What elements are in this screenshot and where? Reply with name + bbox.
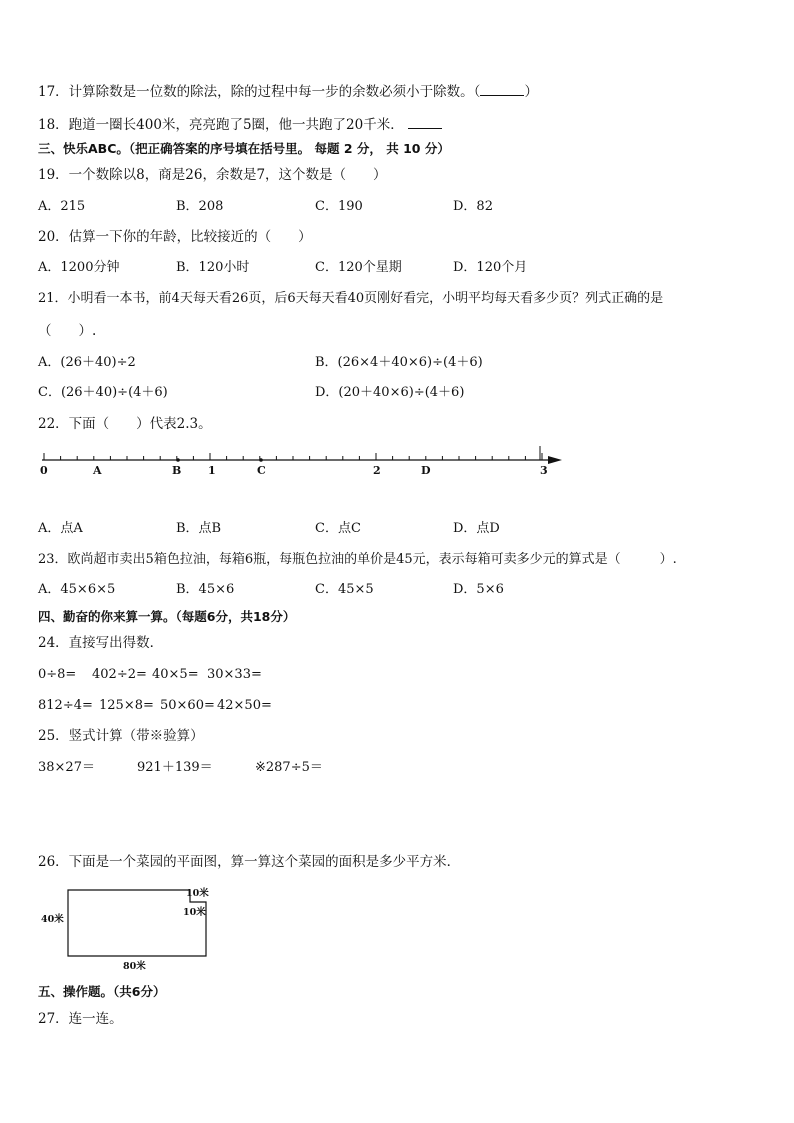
option-b[interactable]: B．(26×4＋40×6)÷(4＋6): [315, 355, 483, 370]
question-22-text: 22．下面（ ）代表2.3。: [38, 416, 212, 432]
arrow-head-icon: [548, 456, 562, 464]
question-17-text: 17．计算除数是一位数的除法，除的过程中每一步的余数必须小于除数。（: [38, 84, 481, 100]
label-0: 0: [40, 464, 48, 477]
question-24-text: 24．直接写出得数．: [38, 635, 164, 651]
label-bottom-side: 80米: [123, 961, 146, 972]
garden-plan: [36, 882, 226, 974]
option-c[interactable]: C．120个星期: [315, 260, 402, 275]
option-d[interactable]: D．82: [453, 199, 493, 214]
answer-blank[interactable]: [480, 82, 524, 96]
question-26-text: 26．下面是一个菜园的平面图，算一算这个菜园的面积是多少平方米．: [38, 854, 461, 870]
question-27-text: 27．连一连。: [38, 1011, 123, 1027]
calc-item: 125×8=: [99, 698, 154, 713]
number-line: [30, 438, 570, 478]
question-21-text: 21．小明看一本书，前4天每天看26页，后6天每天看40页刚好看完，小明平均每天看多少页？列式正确的是: [38, 291, 664, 306]
option-c[interactable]: C．(26＋40)÷(4＋6): [38, 385, 168, 400]
label-notch-side: 10米: [183, 907, 206, 918]
label-left-side: 40米: [41, 914, 64, 925]
question-21-text-2: （ ）.: [38, 323, 97, 339]
calc-item: 0÷8=: [38, 667, 77, 682]
option-a[interactable]: A．45×6×5: [38, 582, 116, 597]
option-c[interactable]: C．45×5: [315, 582, 374, 597]
label-a: A: [93, 464, 102, 477]
option-b[interactable]: B．45×6: [176, 582, 235, 597]
question-20-text: 20．估算一下你的年龄，比较接近的（ ）: [38, 229, 312, 245]
garden-outline: [68, 890, 206, 956]
label-d: D: [421, 464, 431, 477]
label-1: 1: [208, 464, 216, 477]
option-a[interactable]: A．(26＋40)÷2: [38, 355, 136, 370]
option-b[interactable]: B．点B: [176, 521, 222, 536]
section-3-heading: 三、快乐ABC。（把正确答案的序号填在括号里。 每题 2 分， 共 10 分）: [38, 141, 450, 156]
question-25-text: 25．竖式计算（带※验算）: [38, 728, 204, 744]
option-a[interactable]: A．点A: [38, 521, 83, 536]
option-d[interactable]: D．120个月: [453, 260, 528, 275]
label-notch-top: 10米: [186, 888, 209, 899]
label-b: B: [172, 464, 182, 477]
option-c[interactable]: C．点C: [315, 521, 361, 536]
option-c[interactable]: C．190: [315, 199, 363, 214]
option-b[interactable]: B．208: [176, 199, 224, 214]
calc-item: 50×60=: [160, 698, 215, 713]
calc-item: ※287÷5＝: [255, 760, 323, 775]
point-c-dot: [259, 458, 263, 462]
label-c: C: [257, 464, 266, 477]
question-18-text: 18．跑道一圈长400米，亮亮跑了5圈，他一共跑了20千米．: [38, 117, 404, 133]
option-d[interactable]: D．点D: [453, 521, 500, 536]
calc-item: 921＋139＝: [137, 760, 213, 775]
calc-item: 40×5=: [152, 667, 199, 682]
question-17-close: ）: [524, 84, 538, 100]
option-a[interactable]: A．215: [38, 199, 86, 214]
question-23-text: 23．欧尚超市卖出5箱色拉油，每箱6瓶，每瓶色拉油的单价是45元，表示每箱可卖多少元的算式是（ ）.: [38, 552, 677, 567]
option-d[interactable]: D．5×6: [453, 582, 504, 597]
option-d[interactable]: D．(20＋40×6)÷(4＋6): [315, 385, 465, 400]
answer-blank[interactable]: [408, 115, 442, 129]
question-18: [38, 115, 442, 134]
calc-item: 38×27＝: [38, 760, 95, 775]
number-line-ticks: [44, 453, 542, 460]
calc-item: 42×50=: [217, 698, 272, 713]
calc-item: 812÷4=: [38, 698, 93, 713]
label-2: 2: [373, 464, 381, 477]
label-3: 3: [540, 464, 548, 477]
calc-item: 30×33=: [207, 667, 262, 682]
point-b-dot: [176, 458, 180, 462]
section-5-heading: 五、操作题。（共6分）: [38, 984, 166, 999]
option-a[interactable]: A．1200分钟: [38, 260, 120, 275]
calc-item: 402÷2=: [92, 667, 147, 682]
question-19-text: 19．一个数除以8，商是26，余数是7，这个数是（ ）: [38, 167, 387, 183]
section-4-heading: 四、勤奋的你来算一算。（每题6分，共18分）: [38, 609, 296, 624]
option-b[interactable]: B．120小时: [176, 260, 250, 275]
question-17: [38, 82, 538, 101]
